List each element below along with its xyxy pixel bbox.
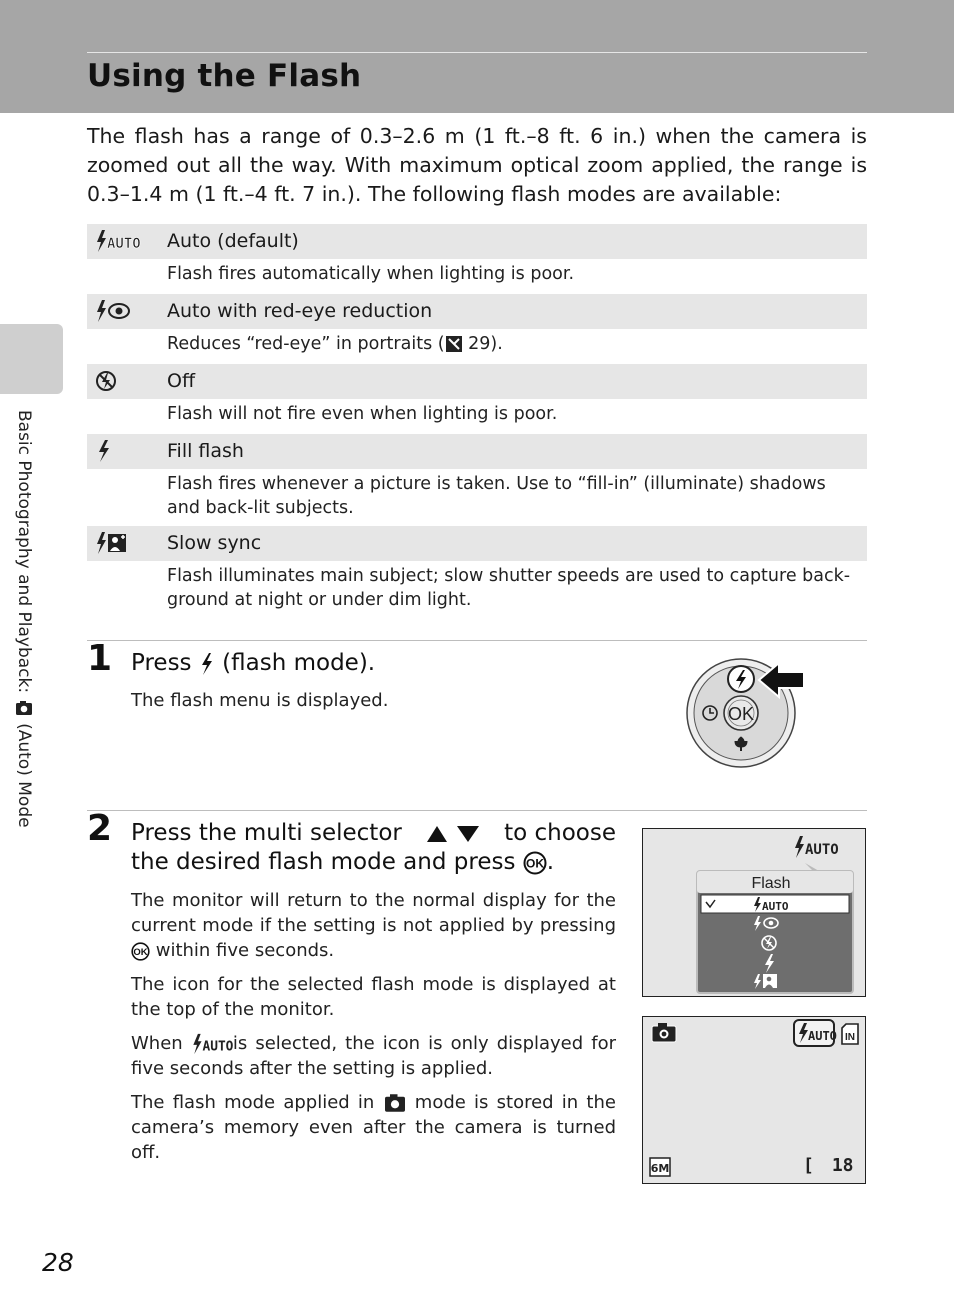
section-label-mode: (Auto) Mode xyxy=(14,723,34,828)
page-number: 28 xyxy=(42,1248,74,1277)
flash-auto-icon xyxy=(793,835,839,859)
mode-description-text: 29). xyxy=(462,334,503,354)
step-number: 1 xyxy=(87,638,113,679)
section-side-label xyxy=(14,410,34,870)
step-title-text: to choose xyxy=(504,820,616,846)
svg-text:OK: OK xyxy=(525,856,544,870)
step-paragraph xyxy=(131,1090,616,1165)
shooting-mode-camera-icon xyxy=(651,1023,677,1043)
mode-name: Auto (default) xyxy=(167,230,299,252)
header-rule xyxy=(87,52,867,53)
mode-description xyxy=(87,329,867,364)
flash-off-icon xyxy=(95,368,131,394)
flash-auto-indicator-icon xyxy=(793,1019,835,1047)
frame-counter-bracket: [ xyxy=(803,1155,814,1176)
step-number: 2 xyxy=(87,808,113,849)
svg-text:AUTO: AUTO xyxy=(202,1039,234,1055)
ok-icon xyxy=(131,942,150,961)
mode-row-red-eye xyxy=(87,294,867,329)
svg-text:AUTO: AUTO xyxy=(762,900,789,913)
step-paragraph-text: The flash mode applied in xyxy=(131,1092,375,1113)
step-title-text: the desired flash mode and press xyxy=(131,849,516,875)
svg-text:OK: OK xyxy=(133,946,148,958)
mode-name: Off xyxy=(167,370,196,392)
flash-auto-icon xyxy=(191,1033,234,1055)
svg-text:IN: IN xyxy=(845,1032,855,1043)
page-reference-icon xyxy=(445,335,463,353)
fill-flash-icon xyxy=(95,438,131,464)
auto-camera-icon xyxy=(15,700,33,716)
step-paragraph xyxy=(131,1031,616,1081)
mode-name: Slow sync xyxy=(167,532,262,554)
red-eye-icon xyxy=(95,298,131,324)
step-text: The flash menu is displayed. xyxy=(131,690,389,711)
step-title-text: (flash mode). xyxy=(222,650,376,676)
flash-auto-icon xyxy=(95,228,141,254)
step-paragraph: The icon for the selected flash mode is displayed at the top of the monitor. xyxy=(131,974,616,1020)
mode-description: Flash illuminates main subject; slow shutter speeds are used to capture back-ground at night or under dim light. xyxy=(167,566,851,610)
frames-remaining-value: 18 xyxy=(831,1155,854,1176)
internal-memory-icon xyxy=(839,1023,861,1045)
step-title: Press the multi selector to choose the desired flash mode and press OK . xyxy=(131,820,616,875)
section-label-text: Basic Photography and Playback: xyxy=(14,410,34,694)
mode-row-slow-sync xyxy=(87,526,867,561)
step-divider xyxy=(87,640,867,641)
up-down-arrows-icon xyxy=(425,824,481,844)
svg-text:6M: 6M xyxy=(650,1162,670,1175)
step-paragraph-text: The monitor will return to the normal display for the current mode if the setting is not applied by pressing xyxy=(131,890,616,936)
frames-remaining-counter xyxy=(803,1155,854,1176)
mode-name: Fill flash xyxy=(167,440,244,462)
intro-paragraph: The flash has a range of 0.3–2.6 m (1 ft.–8 ft. 6 in.) when the camera is zoomed out all the way. With maximum optical zoom applied, the range is 0.3–1.4 m (1 ft.–4 ft. 7 in.). The following flash modes are available: xyxy=(87,124,867,206)
multi-selector-illustration xyxy=(683,655,808,773)
step-paragraph-text: within five seconds. xyxy=(155,940,335,961)
svg-text:AUTO: AUTO xyxy=(808,1029,837,1043)
mode-description: Flash will not fire even when lighting is poor. xyxy=(167,404,558,424)
ok-icon xyxy=(523,851,547,875)
step-divider xyxy=(87,810,867,811)
ok-label: OK xyxy=(727,704,755,724)
header-band xyxy=(0,0,954,113)
svg-text:AUTO: AUTO xyxy=(805,842,839,858)
auto-camera-icon xyxy=(383,1093,407,1113)
flash-mode-table xyxy=(87,224,867,618)
step-paragraph xyxy=(131,888,616,963)
image-mode-6m-icon xyxy=(649,1157,671,1177)
ok-button[interactable] xyxy=(724,696,758,730)
mode-row-auto xyxy=(87,224,867,259)
flash-menu-title: Flash xyxy=(751,875,791,892)
section-tab xyxy=(0,324,63,394)
mode-description-text: Reduces “red-eye” in portraits ( xyxy=(167,334,445,354)
mode-row-fill xyxy=(87,434,867,469)
flash-menu-panel xyxy=(695,857,855,995)
multi-selector-flash-button[interactable] xyxy=(728,666,754,692)
page-title: Using the Flash xyxy=(87,58,362,94)
monitor-flash-menu xyxy=(642,828,866,997)
mode-description: Flash fires automatically when lighting is poor. xyxy=(167,264,575,284)
mode-description: Flash fires whenever a picture is taken. Use to “fill-in” (illuminate) shadows and back-lit subjects. xyxy=(167,474,826,518)
step-paragraph-text: mode is stored in the camera’s memory even after the camera is turned off. xyxy=(131,1092,616,1163)
step-paragraph-text: When xyxy=(131,1033,183,1054)
step-title-text: Press the multi selector xyxy=(131,820,402,846)
svg-text:AUTO: AUTO xyxy=(107,236,141,252)
step-paragraph-text: is selected, the icon is only displayed for five seconds after the setting is applied. xyxy=(131,1033,617,1079)
slow-sync-icon xyxy=(95,530,131,556)
step-title-text: Press xyxy=(131,650,192,676)
mode-name: Auto with red-eye reduction xyxy=(167,300,433,322)
mode-row-off xyxy=(87,364,867,399)
step-title xyxy=(131,649,375,678)
monitor-shooting-display xyxy=(642,1016,866,1184)
flash-icon xyxy=(199,652,215,676)
